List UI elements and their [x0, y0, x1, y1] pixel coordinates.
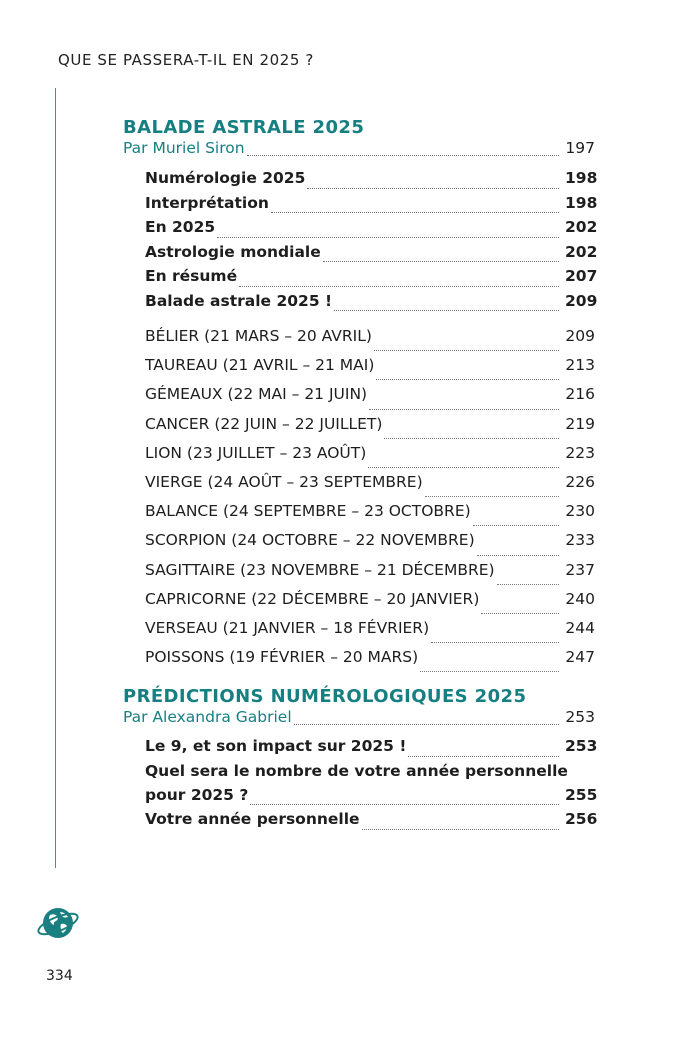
toc-entry-sign[interactable]: [123, 415, 595, 444]
table-of-contents: [123, 117, 598, 835]
entry-label: Le 9, et son impact sur 2025 !: [145, 737, 407, 756]
toc-entry-sign[interactable]: [123, 561, 595, 590]
toc-entry[interactable]: [123, 193, 598, 219]
entry-label: Interprétation: [145, 193, 269, 212]
entry-label: En 2025: [145, 218, 216, 236]
sign-label: BÉLIER (21 MARS – 20 AVRIL): [145, 327, 372, 345]
leader-dots: [250, 803, 559, 805]
leader-dots: [294, 723, 559, 725]
page-number: 209: [565, 291, 598, 310]
page-number: 237: [565, 560, 595, 579]
entry-label: Votre année personnelle: [145, 810, 360, 829]
leader-dots: [384, 437, 559, 439]
page-number: 244: [565, 618, 595, 637]
entry-label-line2: pour 2025 ?: [145, 785, 249, 804]
page-number: 253: [565, 737, 598, 756]
author-row[interactable]: [123, 708, 595, 730]
toc-entry-sign[interactable]: [123, 619, 595, 648]
toc-entry-sign[interactable]: [123, 648, 595, 677]
sign-label: LION (23 JUILLET – 23 AOÛT): [145, 443, 367, 462]
page-number: 226: [565, 472, 595, 491]
entry-label: Numérologie 2025: [145, 169, 306, 187]
leader-dots: [425, 495, 559, 497]
page-number: 256: [565, 810, 598, 829]
leader-dots: [323, 260, 559, 262]
sign-label: TAUREAU (21 AVRIL – 21 MAI): [145, 356, 375, 375]
toc-entry[interactable]: [123, 267, 598, 292]
page-number-folio: 334: [46, 968, 73, 984]
sign-label: CANCER (22 JUIN – 22 JUILLET): [145, 414, 383, 433]
page-number: 213: [565, 356, 595, 375]
globe-icon: [36, 903, 80, 943]
toc-entry[interactable]: [123, 218, 598, 243]
toc-entry[interactable]: [123, 737, 598, 762]
leader-dots: [217, 236, 559, 238]
toc-entry[interactable]: [123, 242, 598, 268]
leader-dots: [334, 309, 559, 311]
page-number: 255: [565, 785, 598, 804]
entry-label: Astrologie mondiale: [145, 242, 321, 261]
toc-entry-sign[interactable]: [123, 385, 595, 414]
sign-label: VIERGE (24 AOÛT – 23 SEPTEMBRE): [145, 472, 423, 491]
page-number: 247: [565, 648, 595, 667]
leader-dots: [368, 466, 559, 468]
leader-dots: [408, 755, 559, 757]
vertical-rule: [55, 88, 56, 868]
leader-dots: [477, 554, 559, 556]
toc-entry[interactable]: [123, 785, 598, 811]
sign-label: SCORPION (24 OCTOBRE – 22 NOVEMBRE): [145, 531, 475, 550]
page-number: 233: [565, 531, 595, 550]
leader-dots: [431, 641, 559, 643]
toc-entry[interactable]: [123, 810, 598, 835]
page-number: 207: [565, 267, 598, 285]
leader-dots: [369, 408, 559, 410]
leader-dots: [481, 612, 559, 614]
leader-dots: [271, 211, 559, 213]
page-number: 198: [565, 169, 598, 187]
sign-label: SAGITTAIRE (23 NOVEMBRE – 21 DÉCEMBRE): [145, 560, 495, 579]
sign-label: GÉMEAUX (22 MAI – 21 JUIN): [145, 385, 368, 404]
author-label: Par Muriel Siron: [123, 139, 245, 157]
toc-entry[interactable]: [123, 169, 598, 194]
page-number: 240: [565, 589, 595, 608]
leader-dots: [307, 187, 559, 189]
leader-dots: [420, 670, 559, 672]
leader-dots: [473, 524, 559, 526]
leader-dots: [247, 154, 559, 156]
leader-dots: [497, 583, 559, 585]
leader-dots: [376, 378, 559, 380]
sign-label: POISSONS (19 FÉVRIER – 20 MARS): [145, 648, 419, 667]
entry-label: En résumé: [145, 267, 238, 285]
leader-dots: [362, 828, 559, 830]
toc-entry-sign[interactable]: [123, 356, 595, 385]
leader-dots: [374, 349, 559, 351]
page-number: 198: [565, 193, 598, 212]
author-label: Par Alexandra Gabriel: [123, 708, 292, 727]
author-row[interactable]: [123, 139, 595, 161]
page-number: 230: [565, 502, 595, 521]
page-number: 216: [565, 385, 595, 404]
page-number: 219: [565, 414, 595, 433]
page-number: 202: [565, 242, 598, 261]
toc-entry-sign[interactable]: [123, 502, 595, 531]
sign-label: CAPRICORNE (22 DÉCEMBRE – 20 JANVIER): [145, 589, 480, 608]
section-title-balade-astrale: BALADE ASTRALE 2025: [123, 117, 365, 138]
running-title: QUE SE PASSERA-T-IL EN 2025 ?: [58, 51, 314, 69]
toc-entry-sign[interactable]: [123, 444, 595, 473]
toc-entry-sign[interactable]: [123, 531, 595, 560]
page-number: 223: [565, 443, 595, 462]
page-number: 253: [565, 708, 595, 727]
sign-label: VERSEAU (21 JANVIER – 18 FÉVRIER): [145, 618, 430, 637]
toc-entry-sign[interactable]: [123, 473, 595, 502]
entry-label-line1[interactable]: Quel sera le nombre de votre année personnelle: [145, 761, 568, 780]
toc-entry[interactable]: [123, 291, 598, 317]
leader-dots: [239, 285, 559, 287]
page-number: 209: [565, 327, 595, 345]
toc-entry-sign[interactable]: [123, 327, 595, 356]
entry-label: Balade astrale 2025 !: [145, 291, 333, 310]
sign-label: BALANCE (24 SEPTEMBRE – 23 OCTOBRE): [145, 502, 471, 521]
page-number: 202: [565, 218, 598, 236]
section-title-predictions-numerologiques: PRÉDICTIONS NUMÉROLOGIQUES 2025: [123, 686, 527, 708]
page-number: 197: [565, 139, 595, 157]
toc-entry-sign[interactable]: [123, 590, 595, 619]
